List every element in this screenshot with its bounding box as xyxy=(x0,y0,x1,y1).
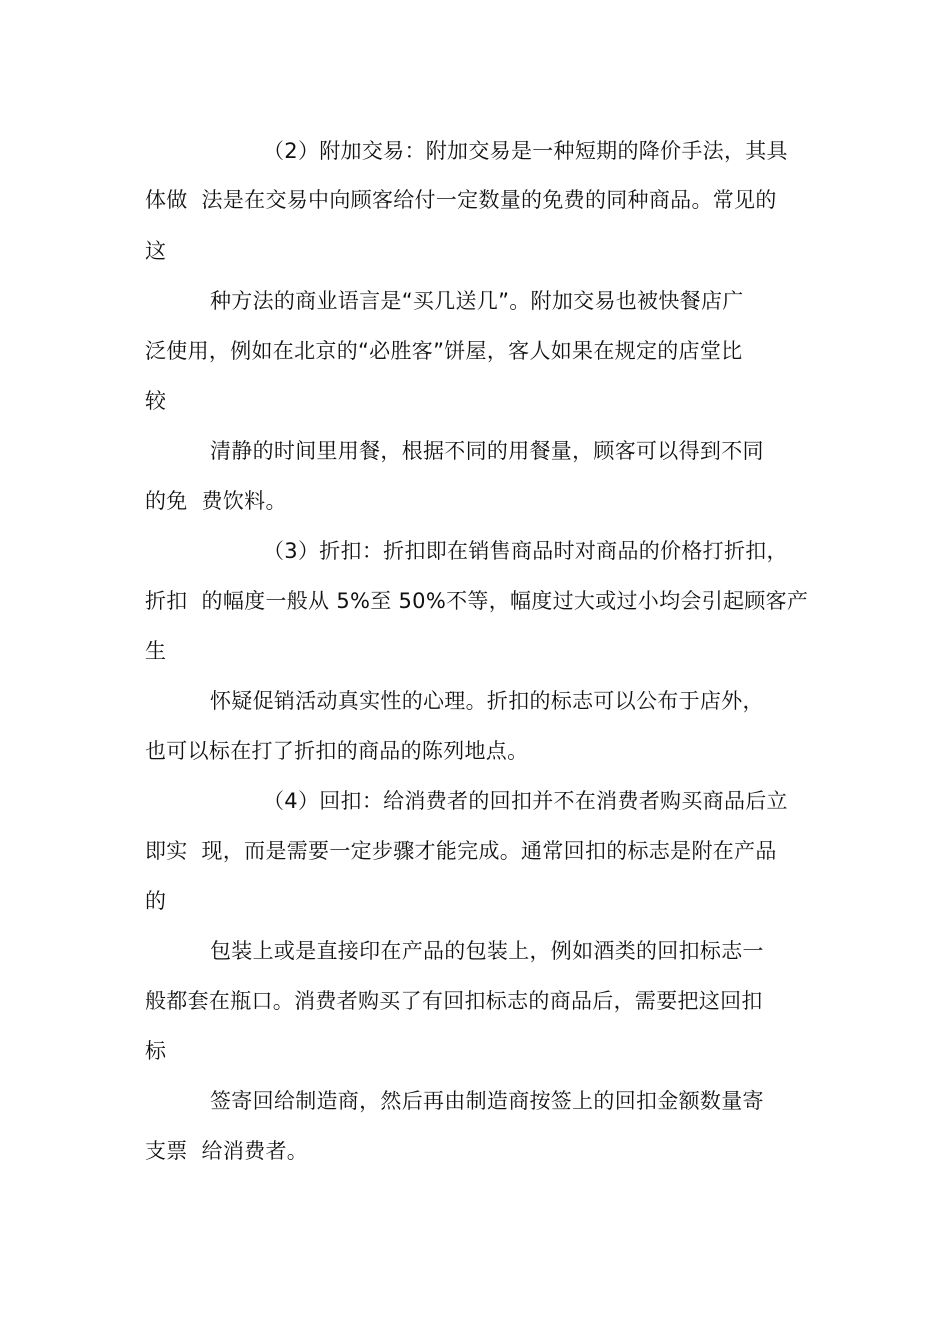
text-line-5: 泛使用，例如在北京的“必胜客”饼屋，客人如果在规定的店堂比 xyxy=(145,339,743,363)
text-line-17: 包装上或是直接印在产品的包装上，例如酒类的回扣标志一 xyxy=(210,939,764,963)
text-line-13: 也可以标在打了折扣的商品的陈列地点。 xyxy=(145,739,529,763)
text-line-19: 标 xyxy=(145,1039,167,1063)
text-line-21: 支票 给消费者。 xyxy=(145,1139,309,1163)
text-line-12: 怀疑促销活动真实性的心理。折扣的标志可以公布于店外， xyxy=(210,689,764,713)
text-line-1: （2）附加交易：附加交易是一种短期的降价手法，其具 xyxy=(263,139,788,163)
text-line-2: 体做 法是在交易中向顾客给付一定数量的免费的同种商品。常见的 xyxy=(145,188,777,212)
text-line-6: 较 xyxy=(145,389,167,413)
text-line-10: 折扣 的幅度一般从 5%至 50%不等，幅度过大或过小均会引起顾客产 xyxy=(145,589,809,613)
text-line-16: 的 xyxy=(145,889,167,913)
text-line-15: 即实 现，而是需要一定步骤才能完成。通常回扣的标志是附在产品 xyxy=(145,839,777,863)
text-line-4: 种方法的商业语言是“买几送几”。附加交易也被快餐店广 xyxy=(210,289,744,313)
text-line-9: （3）折扣：折扣即在销售商品时对商品的价格打折扣， xyxy=(263,539,788,563)
text-line-3: 这 xyxy=(145,239,167,263)
text-line-8: 的免 费饮料。 xyxy=(145,489,287,513)
text-line-7: 清静的时间里用餐，根据不同的用餐量，顾客可以得到不同 xyxy=(210,439,764,463)
text-line-11: 生 xyxy=(145,639,167,663)
text-line-18: 般都套在瓶口。消费者购买了有回扣标志的商品后，需要把这回扣 xyxy=(145,989,763,1013)
text-line-20: 签寄回给制造商，然后再由制造商按签上的回扣金额数量寄 xyxy=(210,1089,764,1113)
text-line-14: （4）回扣：给消费者的回扣并不在消费者购买商品后立 xyxy=(263,789,788,813)
